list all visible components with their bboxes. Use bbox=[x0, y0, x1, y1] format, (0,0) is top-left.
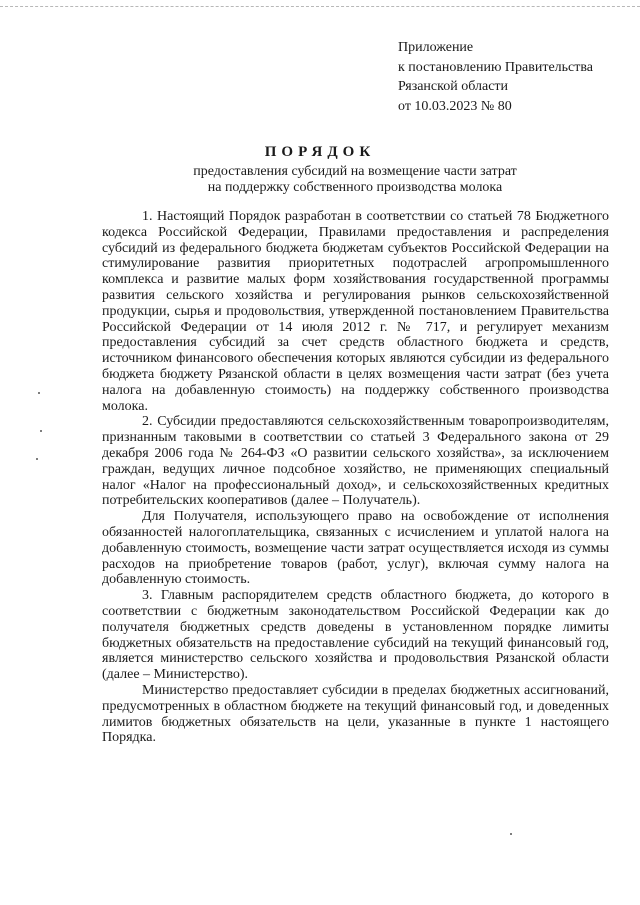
document-subtitle bbox=[100, 164, 610, 196]
scan-speck bbox=[510, 833, 512, 835]
paragraph-1: 1. Настоящий Порядок разработан в соответствии со статьей 78 Бюджетного кодекса Российской Федерации, Правилами предоставления и распределения субсидий из федерального бюджета бюджетам субъектов Российской Федерации на стимулирование развития приоритетных подотраслей агропромышленного комплекса и развитие малых форм хозяйствования государственной программы развития сельского хозяйства и регулирования рынков сельскохозяйственной продукции, сырья и продовольствия, утвержденной постановлением Правительства Российской Федерации от 14 июля 2012 г. № 717, и регулирует механизм предоставления субсидий за счет средств областного бюджета и средств, источником финансового обеспечения которых являются субсидии из федерального бюджета бюджету Рязанской области в целях возмещения части затрат (без учета налога на добавленную стоимость) на поддержку собственного производства молока. bbox=[102, 209, 609, 414]
subtitle-line-2: на поддержку собственного производства молока bbox=[207, 180, 503, 195]
appendix-line-2: к постановлению Правительства bbox=[398, 59, 594, 75]
appendix-block bbox=[398, 38, 628, 116]
paragraph-3: Для Получателя, использующего право на освобождение от исполнения обязанностей налогоплательщика, связанных с исчислением и уплатой налога на добавленную стоимость, возмещение части затрат осуществляется исходя из суммы расходов на приобретение товаров (работ, услуг), включая сумму налога на добавленную стоимость. bbox=[102, 509, 609, 588]
scan-speck bbox=[36, 458, 38, 460]
scan-speck bbox=[40, 430, 42, 432]
paragraph-5: Министерство предоставляет субсидии в пределах бюджетных ассигнований, предусмотренных в областном бюджете на текущий финансовый год, и доведенных лимитов бюджетных обязательств на цели, указанные в пункте 1 настоящего Порядка. bbox=[102, 682, 609, 746]
appendix-line-1: Приложение bbox=[398, 40, 474, 55]
paragraph-2: 2. Субсидии предоставляются сельскохозяйственным товаропроизводителям, признанным таковыми в соответствии со статьей 3 Федерального закона от 29 декабря 2006 года № 264-ФЗ «О развитии сельского хозяйства», за исключением граждан, ведущих личное подсобное хозяйство, не применяющих специальный налог «Налог на профессиональный доход», и сельскохозяйственных кредитных потребительских кооперативов (далее – Получатель). bbox=[102, 414, 609, 509]
scan-edge-line bbox=[0, 6, 640, 7]
paragraph-4: 3. Главным распорядителем средств областного бюджета, до которого в соответствии с бюджетным законодательством Российской Федерации как до получателя бюджетных средств доведены в установленном порядке лимиты бюджетных обязательств на предоставление субсидий на текущий финансовый год, является министерство сельского хозяйства и продовольствия Рязанской области (далее – Министерство). bbox=[102, 588, 609, 683]
appendix-line-4: от 10.03.2023 № 80 bbox=[398, 98, 512, 114]
document-body bbox=[102, 209, 609, 746]
appendix-line-3: Рязанской области bbox=[398, 79, 509, 94]
subtitle-line-1: предоставления субсидий на возмещение части затрат bbox=[193, 164, 517, 179]
scan-speck bbox=[38, 392, 40, 394]
document-title: ПОРЯДОК bbox=[264, 144, 376, 160]
